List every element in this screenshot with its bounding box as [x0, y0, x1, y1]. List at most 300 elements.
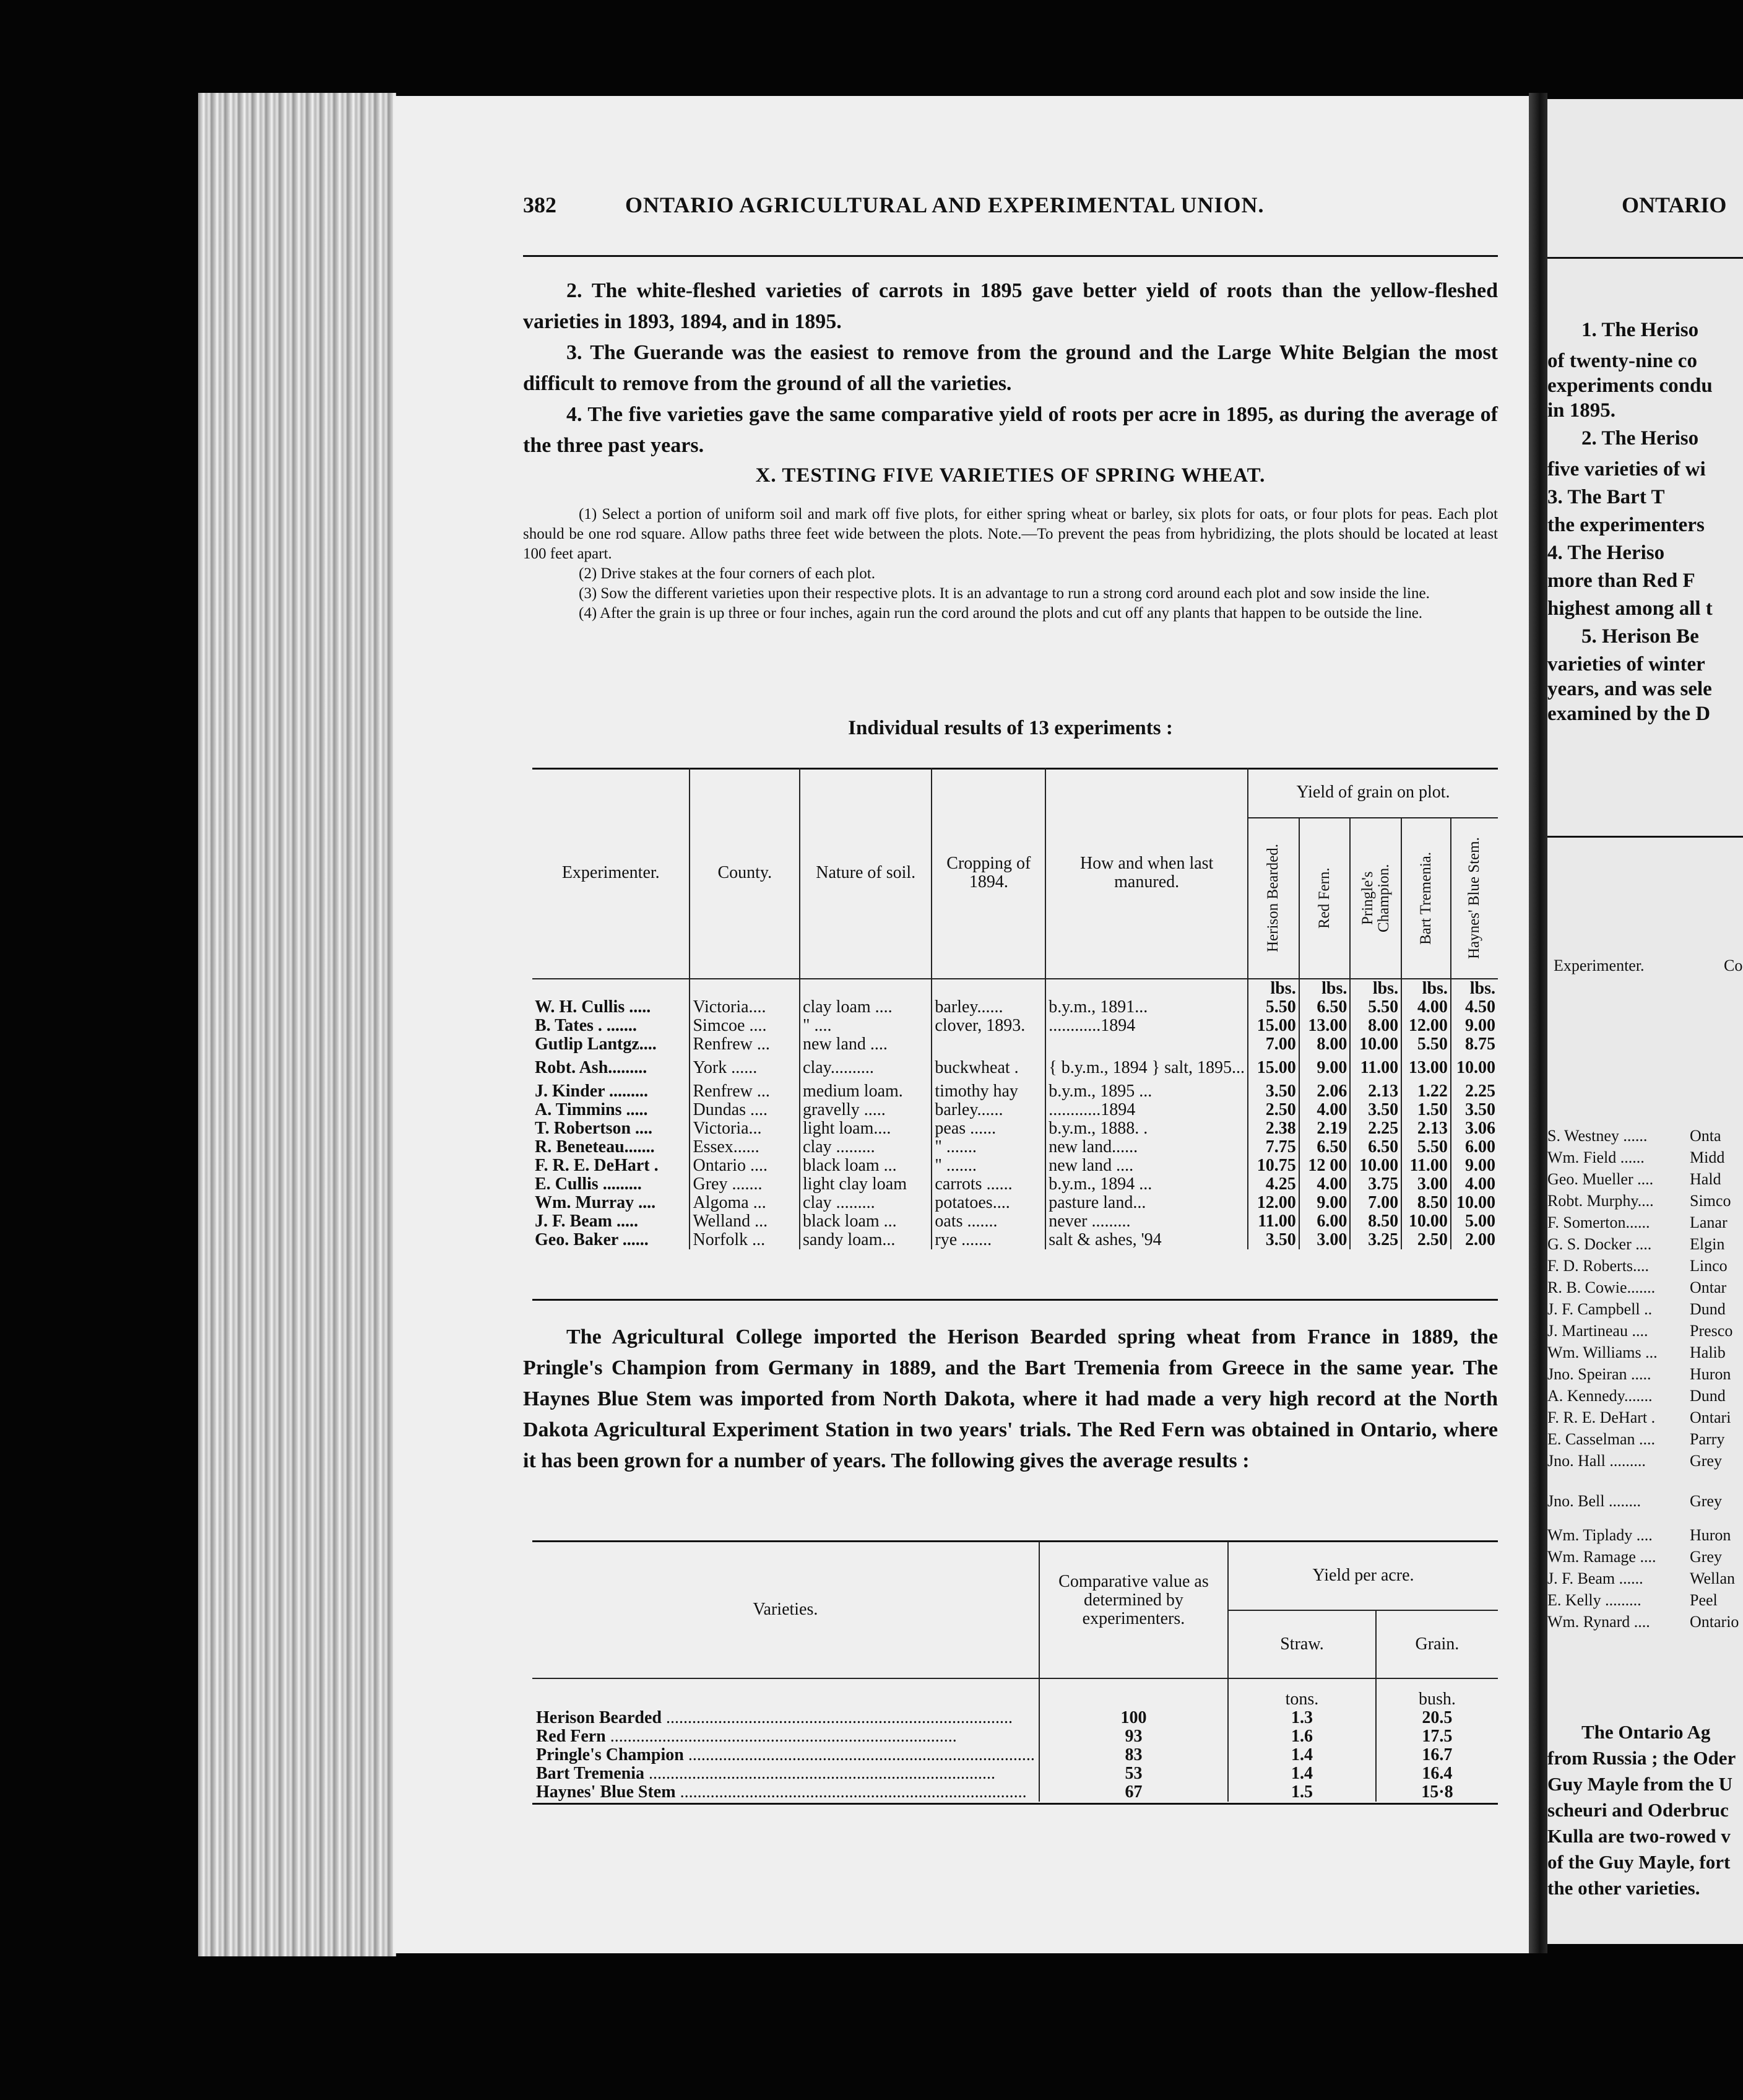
- soil-cell: sandy loam...: [800, 1231, 932, 1249]
- yield-cell: 3.50: [1451, 1101, 1498, 1119]
- col-cropping: Cropping of 1894.: [932, 768, 1045, 979]
- yield-cell: 2.25: [1350, 1119, 1401, 1138]
- manured-cell: ............1894: [1045, 1101, 1248, 1119]
- manured-cell: b.y.m., 1894 ...: [1045, 1175, 1248, 1194]
- right-county-name: Huron: [1690, 1365, 1731, 1383]
- variety-cell: [532, 1727, 1039, 1746]
- county-cell: Renfrew ...: [690, 1082, 800, 1101]
- yield-cell: 8.50: [1401, 1194, 1451, 1212]
- intro-points: [523, 276, 1498, 461]
- variety-cell: [532, 1746, 1039, 1764]
- right-experimenter-name: J. Martineau ....: [1547, 1322, 1648, 1340]
- experimenter-cell: J. F. Beam .....: [535, 1212, 638, 1231]
- yield-cell: 12.00: [1401, 1017, 1451, 1035]
- experimenter-cell: R. Beneteau.......: [535, 1137, 655, 1156]
- dot-leader: ................................................................................: [675, 1783, 1027, 1802]
- right-county-name: Presco: [1690, 1322, 1733, 1340]
- yield-cell: 3.25: [1350, 1231, 1401, 1249]
- right-experimenter-name: F. Somerton......: [1547, 1213, 1650, 1231]
- variety-cell: [532, 1783, 1039, 1802]
- yield-cell: 5.50: [1401, 1138, 1451, 1156]
- right-text-fragment: 5. Herison Be: [1581, 625, 1699, 648]
- book-page-edges: [198, 93, 396, 1956]
- cropping-cell: timothy hay: [932, 1082, 1045, 1101]
- manured-cell: salt & ashes, '94: [1045, 1231, 1248, 1249]
- right-text-fragment: in 1895.: [1547, 399, 1616, 422]
- yield-cell: 11.00: [1350, 1054, 1401, 1082]
- yield-cell: 9.00: [1299, 1194, 1351, 1212]
- right-text-fragment: varieties of winter: [1547, 653, 1705, 675]
- soil-cell: light loam....: [800, 1119, 932, 1138]
- yield-cell: 12 00: [1299, 1156, 1351, 1175]
- yield-cell: 1.22: [1401, 1082, 1451, 1101]
- straw-cell: 1.3: [1228, 1709, 1376, 1727]
- county-cell: Algoma ...: [690, 1194, 800, 1212]
- col-pringles: [1350, 818, 1401, 979]
- yield-cell: 2.38: [1248, 1119, 1299, 1138]
- yield-cell: 9.00: [1451, 1017, 1498, 1035]
- yield-cell: 6.50: [1299, 998, 1351, 1017]
- experimenter-cell: F. R. E. DeHart .: [535, 1156, 659, 1175]
- yield-cell: 2.06: [1299, 1082, 1351, 1101]
- right-experimenter-name: J. F. Campbell ..: [1547, 1300, 1653, 1318]
- right-text-fragment: experiments condu: [1547, 375, 1713, 397]
- yield-cell: 15.00: [1248, 1054, 1299, 1082]
- yield-cell: 2.13: [1401, 1119, 1451, 1138]
- col-varieties: Varieties.: [753, 1600, 818, 1619]
- experimenter-cell: T. Robertson ....: [535, 1119, 653, 1138]
- yield-cell: 2.00: [1451, 1231, 1498, 1249]
- yield-cell: 10.00: [1451, 1194, 1498, 1212]
- yield-cell: 9.00: [1299, 1054, 1351, 1082]
- right-text-fragment: the experimenters: [1547, 514, 1705, 536]
- yield-cell: 3.75: [1350, 1175, 1401, 1194]
- right-experimenter-name: E. Kelly .........: [1547, 1591, 1641, 1609]
- unit-label: lbs.: [1350, 979, 1401, 998]
- right-county-name: Peel: [1690, 1591, 1718, 1609]
- right-bottom-line: from Russia ; the Oder: [1547, 1747, 1736, 1769]
- unit-label: lbs.: [1248, 979, 1299, 998]
- variety-name: Red Fern: [536, 1727, 606, 1746]
- table-row: [532, 1138, 1498, 1156]
- yield-cell: 2.50: [1248, 1101, 1299, 1119]
- soil-cell: light clay loam: [800, 1175, 932, 1194]
- yield-cell: 3.50: [1350, 1101, 1401, 1119]
- manured-cell: never .........: [1045, 1212, 1248, 1231]
- manured-cell: [1045, 1035, 1248, 1054]
- col-soil: Nature of soil.: [800, 768, 932, 979]
- table-row: [532, 1764, 1498, 1783]
- table-row: [532, 1035, 1498, 1054]
- table-row: [532, 1156, 1498, 1175]
- comparative-cell: 53: [1039, 1764, 1228, 1783]
- right-county-name: Grey: [1690, 1452, 1722, 1470]
- col-straw: Straw.: [1228, 1610, 1376, 1678]
- right-text-fragment: examined by the D: [1547, 703, 1711, 725]
- right-table-rule: [1547, 836, 1743, 838]
- individual-results-table: [532, 768, 1498, 1249]
- col-haynes: [1451, 818, 1498, 979]
- right-county-name: Midd: [1690, 1148, 1725, 1166]
- right-experimenter-name: F. R. E. DeHart .: [1547, 1408, 1656, 1426]
- yield-cell: 8.00: [1299, 1035, 1351, 1054]
- county-cell: Victoria...: [690, 1119, 800, 1138]
- unit-label: lbs.: [1401, 979, 1451, 998]
- right-bottom-line: scheuri and Oderbruc: [1547, 1799, 1729, 1821]
- county-cell: Norfolk ...: [690, 1231, 800, 1249]
- comparative-cell: 100: [1039, 1709, 1228, 1727]
- yield-cell: 2.50: [1401, 1231, 1451, 1249]
- summary-text: The Agricultural College imported the Herison Bearded spring wheat from France in 1889, the Pringle's Champion from Germany in 1889, and the Bart Tremenia from Greece in the same year. The Haynes Blue Stem was imported from North Dakota, where it had made a very high record at the North Dakota Agricultural Experiment Station in two years' trials. The Red Fern was obtained in Ontario, where it has been grown for a number of years. The following gives the average results :: [523, 1326, 1498, 1472]
- right-experimenter-name: Jno. Hall .........: [1547, 1452, 1646, 1470]
- soil-cell: medium loam.: [800, 1082, 932, 1101]
- county-cell: Renfrew ...: [690, 1035, 800, 1054]
- col-yield-per-acre: Yield per acre.: [1228, 1542, 1498, 1610]
- col-red-fern-label: Red Fern.: [1316, 867, 1333, 929]
- right-county-name: Grey: [1690, 1548, 1722, 1566]
- right-experimenter-name: G. S. Docker ....: [1547, 1235, 1652, 1253]
- yield-cell: 15.00: [1248, 1017, 1299, 1035]
- experimenter-cell: A. Timmins .....: [535, 1100, 648, 1119]
- right-experimenter-name: Wm. Field ......: [1547, 1148, 1645, 1166]
- yield-cell: 6.50: [1350, 1138, 1401, 1156]
- dot-leader: ................................................................................: [662, 1709, 1013, 1727]
- right-page-title: ONTARIO: [1622, 193, 1727, 217]
- col-manured: How and when last manured.: [1045, 768, 1248, 979]
- cropping-cell: barley......: [932, 1101, 1045, 1119]
- cropping-cell: buckwheat .: [932, 1054, 1045, 1082]
- variety-cell: [532, 1764, 1039, 1783]
- right-county-name: Grey: [1690, 1492, 1722, 1510]
- soil-cell: clay loam ....: [800, 998, 932, 1017]
- soil-cell: clay .........: [800, 1194, 932, 1212]
- dot-leader: ................................................................................: [644, 1764, 995, 1783]
- table-row: [532, 1175, 1498, 1194]
- grain-cell: 16.4: [1376, 1764, 1498, 1783]
- table-row: [532, 1101, 1498, 1119]
- yield-cell: 13.00: [1299, 1017, 1351, 1035]
- right-experimenter-name: A. Kennedy.......: [1547, 1387, 1653, 1405]
- col-experimenter: Experimenter.: [561, 863, 660, 882]
- right-experimenter-name: J. F. Beam ......: [1547, 1569, 1643, 1587]
- yield-cell: 13.00: [1401, 1054, 1451, 1082]
- soil-cell: new land ....: [800, 1035, 932, 1054]
- yield-cell: 7.00: [1350, 1194, 1401, 1212]
- county-cell: Ontario ....: [690, 1156, 800, 1175]
- grain-cell: 16.7: [1376, 1746, 1498, 1764]
- col-bart-label: Bart Tremenia.: [1417, 852, 1434, 945]
- section-title: X. TESTING FIVE VARIETIES OF SPRING WHEAT.: [755, 464, 1266, 487]
- yield-cell: 5.50: [1248, 998, 1299, 1017]
- right-experimenter-name: Wm. Rynard ....: [1547, 1613, 1650, 1631]
- right-experimenter-name: Wm. Ramage ....: [1547, 1548, 1656, 1566]
- right-county-name: Dund: [1690, 1300, 1726, 1318]
- right-county-name: Onta: [1690, 1127, 1721, 1145]
- right-county-name: Huron: [1690, 1526, 1731, 1544]
- yield-cell: 8.75: [1451, 1035, 1498, 1054]
- table-row: [532, 1194, 1498, 1212]
- yield-cell: 4.25: [1248, 1175, 1299, 1194]
- right-col-experimenter: Experimenter.: [1554, 957, 1645, 974]
- yield-cell: 10.00: [1451, 1054, 1498, 1082]
- intro-point: 4. The five varieties gave the same comparative yield of roots per acre in 1895, as during the average of the three past years.: [523, 403, 1498, 457]
- right-bottom-line: Guy Mayle from the U: [1547, 1773, 1733, 1795]
- right-county-name: Linco: [1690, 1257, 1728, 1275]
- cropping-cell: rye .......: [932, 1231, 1045, 1249]
- variety-name: Pringle's Champion: [536, 1746, 684, 1764]
- variety-cell: [532, 1709, 1039, 1727]
- experimenter-cell: E. Cullis .........: [535, 1174, 642, 1194]
- experimenter-cell: Geo. Baker ......: [535, 1230, 649, 1249]
- county-cell: Welland ...: [690, 1212, 800, 1231]
- yield-cell: 4.00: [1451, 1175, 1498, 1194]
- soil-cell: clay .........: [800, 1138, 932, 1156]
- right-text-fragment: five varieties of wi: [1547, 458, 1706, 480]
- soil-cell: clay..........: [800, 1054, 932, 1082]
- table-row: [532, 998, 1498, 1017]
- intro-point: 3. The Guerande was the easiest to remove from the ground and the Large White Belgian the most difficult to remove from the ground of all the varieties.: [523, 341, 1498, 395]
- yield-cell: 1.50: [1401, 1101, 1451, 1119]
- soil-cell: black loam ...: [800, 1212, 932, 1231]
- yield-cell: 8.00: [1350, 1017, 1401, 1035]
- table1-bottom-rule: [532, 1299, 1498, 1301]
- straw-unit: tons.: [1228, 1678, 1376, 1709]
- experimenter-cell: Robt. Ash.........: [535, 1058, 647, 1077]
- right-bottom-line: of the Guy Mayle, fort: [1547, 1851, 1731, 1873]
- instruction: (4) After the grain is up three or four inches, again run the cord around the plots and cut off any plants that happen to be outside the line.: [579, 605, 1423, 622]
- table-row: [532, 1231, 1498, 1249]
- col-herison-label: Herison Bearded.: [1265, 844, 1282, 953]
- right-text-fragment: of twenty-nine co: [1547, 350, 1697, 372]
- grain-unit: bush.: [1376, 1678, 1498, 1709]
- yield-cell: 10.00: [1401, 1212, 1451, 1231]
- grain-cell: 20.5: [1376, 1709, 1498, 1727]
- right-text-fragment: 1. The Heriso: [1581, 319, 1699, 341]
- comparative-cell: 93: [1039, 1727, 1228, 1746]
- yield-cell: 6.00: [1299, 1212, 1351, 1231]
- right-text-fragment: more than Red F: [1547, 570, 1695, 592]
- summary-paragraph: [523, 1322, 1498, 1477]
- cropping-cell: barley......: [932, 998, 1045, 1017]
- county-cell: York ......: [690, 1054, 800, 1082]
- county-cell: Essex......: [690, 1138, 800, 1156]
- grain-cell: 15·8: [1376, 1783, 1498, 1802]
- cropping-cell: " .......: [932, 1156, 1045, 1175]
- running-title: ONTARIO AGRICULTURAL AND EXPERIMENTAL UNION.: [625, 193, 1265, 217]
- yield-cell: 2.25: [1451, 1082, 1498, 1101]
- instructions: [523, 505, 1498, 623]
- yield-cell: 3.06: [1451, 1119, 1498, 1138]
- right-text-fragment: highest among all t: [1547, 597, 1713, 620]
- yield-cell: 4.50: [1451, 998, 1498, 1017]
- yield-cell: 6.50: [1299, 1138, 1351, 1156]
- yield-cell: 11.00: [1401, 1156, 1451, 1175]
- yield-cell: 3.50: [1248, 1082, 1299, 1101]
- col-yield-group: Yield of grain on plot.: [1248, 768, 1498, 818]
- right-bottom-line: Kulla are two-rowed v: [1547, 1825, 1731, 1847]
- grain-cell: 17.5: [1376, 1727, 1498, 1746]
- instruction: (3) Sow the different varieties upon their respective plots. It is an advantage to run a strong cord around each plot and sow inside the line.: [579, 585, 1430, 602]
- yield-cell: 5.00: [1451, 1212, 1498, 1231]
- yield-cell: 3.00: [1401, 1175, 1451, 1194]
- manured-cell: new land......: [1045, 1138, 1248, 1156]
- yield-cell: 6.00: [1451, 1138, 1498, 1156]
- yield-cell: 4.00: [1299, 1175, 1351, 1194]
- right-text-fragment: years, and was sele: [1547, 678, 1712, 700]
- experimenter-cell: Gutlip Lantgz....: [535, 1035, 657, 1054]
- yield-cell: 10.00: [1350, 1156, 1401, 1175]
- county-cell: Simcoe ....: [690, 1017, 800, 1035]
- yield-cell: 4.00: [1401, 998, 1451, 1017]
- right-county-name: Lanar: [1690, 1213, 1728, 1231]
- experimenter-cell: W. H. Cullis .....: [535, 997, 651, 1017]
- county-cell: Victoria....: [690, 998, 800, 1017]
- table-row: [532, 1082, 1498, 1101]
- right-county-name: Wellan: [1690, 1569, 1735, 1587]
- yield-cell: 5.50: [1401, 1035, 1451, 1054]
- table-row: [532, 1746, 1498, 1764]
- yield-cell: 2.13: [1350, 1082, 1401, 1101]
- right-experimenter-name: E. Casselman ....: [1547, 1430, 1656, 1448]
- col-red-fern: [1299, 818, 1351, 979]
- cropping-cell: [932, 1035, 1045, 1054]
- yield-cell: 10.75: [1248, 1156, 1299, 1175]
- right-experimenter-name: Jno. Speiran .....: [1547, 1365, 1651, 1383]
- right-text-fragment: 4. The Heriso: [1547, 542, 1665, 564]
- table-row: [532, 1119, 1498, 1138]
- page-number: 382: [523, 193, 556, 217]
- yield-cell: 5.50: [1350, 998, 1401, 1017]
- soil-cell: " ....: [800, 1017, 932, 1035]
- col-bart: [1401, 818, 1451, 979]
- right-experimenter-name: R. B. Cowie.......: [1547, 1278, 1656, 1296]
- manured-cell: { b.y.m., 1894 } salt, 1895...: [1045, 1054, 1248, 1082]
- right-experimenter-name: Wm. Williams ...: [1547, 1343, 1658, 1361]
- col-pringles-label: Pringle's Champion.: [1359, 864, 1392, 933]
- table-row: [532, 1212, 1498, 1231]
- cropping-cell: peas ......: [932, 1119, 1045, 1138]
- yield-cell: 10.00: [1350, 1035, 1401, 1054]
- cropping-cell: carrots ......: [932, 1175, 1045, 1194]
- page-header: [523, 192, 1501, 229]
- straw-cell: 1.6: [1228, 1727, 1376, 1746]
- instruction: (2) Drive stakes at the four corners of each plot.: [579, 565, 875, 582]
- cropping-cell: clover, 1893.: [932, 1017, 1045, 1035]
- right-county-name: Dund: [1690, 1387, 1726, 1405]
- yield-cell: 7.75: [1248, 1138, 1299, 1156]
- col-herison: [1248, 818, 1299, 979]
- county-cell: Grey .......: [690, 1175, 800, 1194]
- header-rule: [523, 255, 1498, 257]
- variety-name: Herison Bearded: [536, 1709, 662, 1727]
- right-bottom-line: the other varieties.: [1547, 1877, 1700, 1899]
- soil-cell: black loam ...: [800, 1156, 932, 1175]
- right-county-name: Elgin: [1690, 1235, 1725, 1253]
- col-haynes-label: Haynes' Blue Stem.: [1466, 837, 1483, 960]
- right-county-name: Parry: [1690, 1430, 1725, 1448]
- straw-cell: 1.5: [1228, 1783, 1376, 1802]
- manured-cell: pasture land...: [1045, 1194, 1248, 1212]
- yield-cell: 11.00: [1248, 1212, 1299, 1231]
- right-county-name: Halib: [1690, 1343, 1726, 1361]
- right-county-name: Ontari: [1690, 1408, 1731, 1426]
- manured-cell: b.y.m., 1895 ...: [1045, 1082, 1248, 1101]
- dot-leader: ................................................................................: [683, 1746, 1035, 1764]
- right-page: [1547, 99, 1743, 1944]
- comparative-cell: 83: [1039, 1746, 1228, 1764]
- instruction: (1) Select a portion of uniform soil and mark off five plots, for either spring wheat or barley, six plots for oats, or four plots for peas. Each plot should be one rod square. Allow paths three feet wide between the plots. Note.—To prevent the peas from hybridizing, the plots should be located at least 100 feet apart.: [523, 506, 1498, 562]
- col-county: County.: [690, 768, 800, 979]
- table-row: [532, 1727, 1498, 1746]
- yield-cell: 3.00: [1299, 1231, 1351, 1249]
- right-text-fragment: 2. The Heriso: [1581, 427, 1699, 449]
- experimenter-cell: Wm. Murray ....: [535, 1193, 656, 1212]
- book-gutter: [1529, 93, 1547, 1953]
- table-row: [532, 1783, 1498, 1802]
- right-text-fragment: 3. The Bart T: [1547, 486, 1665, 508]
- right-bottom-line: The Ontario Ag: [1581, 1721, 1711, 1743]
- dot-leader: ................................................................................: [605, 1727, 957, 1746]
- right-experimenter-name: Geo. Mueller ....: [1547, 1170, 1654, 1188]
- comparative-cell: 67: [1039, 1783, 1228, 1802]
- cropping-cell: " .......: [932, 1138, 1045, 1156]
- right-county-name: Ontario: [1690, 1613, 1739, 1631]
- manured-cell: b.y.m., 1888. .: [1045, 1119, 1248, 1138]
- county-cell: Dundas ....: [690, 1101, 800, 1119]
- right-experimenter-name: Robt. Murphy....: [1547, 1192, 1654, 1210]
- yield-cell: 7.00: [1248, 1035, 1299, 1054]
- yield-cell: 3.50: [1248, 1231, 1299, 1249]
- yield-cell: 4.00: [1299, 1101, 1351, 1119]
- yield-cell: 8.50: [1350, 1212, 1401, 1231]
- col-comparative: Comparative value as determined by experimenters.: [1039, 1542, 1228, 1678]
- unit-label: lbs.: [1299, 979, 1351, 998]
- right-experimenter-name: Jno. Bell ........: [1547, 1492, 1641, 1510]
- average-results-table: [532, 1542, 1498, 1802]
- variety-name: Bart Tremenia: [536, 1764, 644, 1783]
- right-header-rule: [1547, 257, 1743, 259]
- intro-point: 2. The white-fleshed varieties of carrots in 1895 gave better yield of roots than the yellow-fleshed varieties in 1893, 1894, and in 1895.: [523, 279, 1498, 333]
- experimenter-cell: B. Tates . .......: [535, 1016, 637, 1035]
- experimenter-cell: J. Kinder .........: [535, 1082, 649, 1101]
- cropping-cell: potatoes....: [932, 1194, 1045, 1212]
- unit-label: lbs.: [1451, 979, 1498, 998]
- straw-cell: 1.4: [1228, 1746, 1376, 1764]
- right-county-name: Ontar: [1690, 1278, 1727, 1296]
- right-experimenter-name: S. Westney ......: [1547, 1127, 1648, 1145]
- right-county-name: Hald: [1690, 1170, 1721, 1188]
- straw-cell: 1.4: [1228, 1764, 1376, 1783]
- manured-cell: ............1894: [1045, 1017, 1248, 1035]
- right-experimenter-name: Wm. Tiplady ....: [1547, 1526, 1653, 1544]
- right-col-county: Co: [1724, 957, 1743, 974]
- table-row: [532, 1054, 1498, 1082]
- table2-bottom-rule: [532, 1803, 1498, 1805]
- right-experimenter-name: F. D. Roberts....: [1547, 1257, 1650, 1275]
- cropping-cell: oats .......: [932, 1212, 1045, 1231]
- variety-name: Haynes' Blue Stem: [536, 1783, 676, 1802]
- yield-cell: 2.19: [1299, 1119, 1351, 1138]
- manured-cell: b.y.m., 1891...: [1045, 998, 1248, 1017]
- soil-cell: gravelly .....: [800, 1101, 932, 1119]
- yield-cell: 12.00: [1248, 1194, 1299, 1212]
- table1-caption: Individual results of 13 experiments :: [848, 717, 1173, 739]
- table-row: [532, 1709, 1498, 1727]
- right-county-name: Simco: [1690, 1192, 1731, 1210]
- manured-cell: new land ....: [1045, 1156, 1248, 1175]
- col-grain: Grain.: [1376, 1610, 1498, 1678]
- table-row: [532, 1017, 1498, 1035]
